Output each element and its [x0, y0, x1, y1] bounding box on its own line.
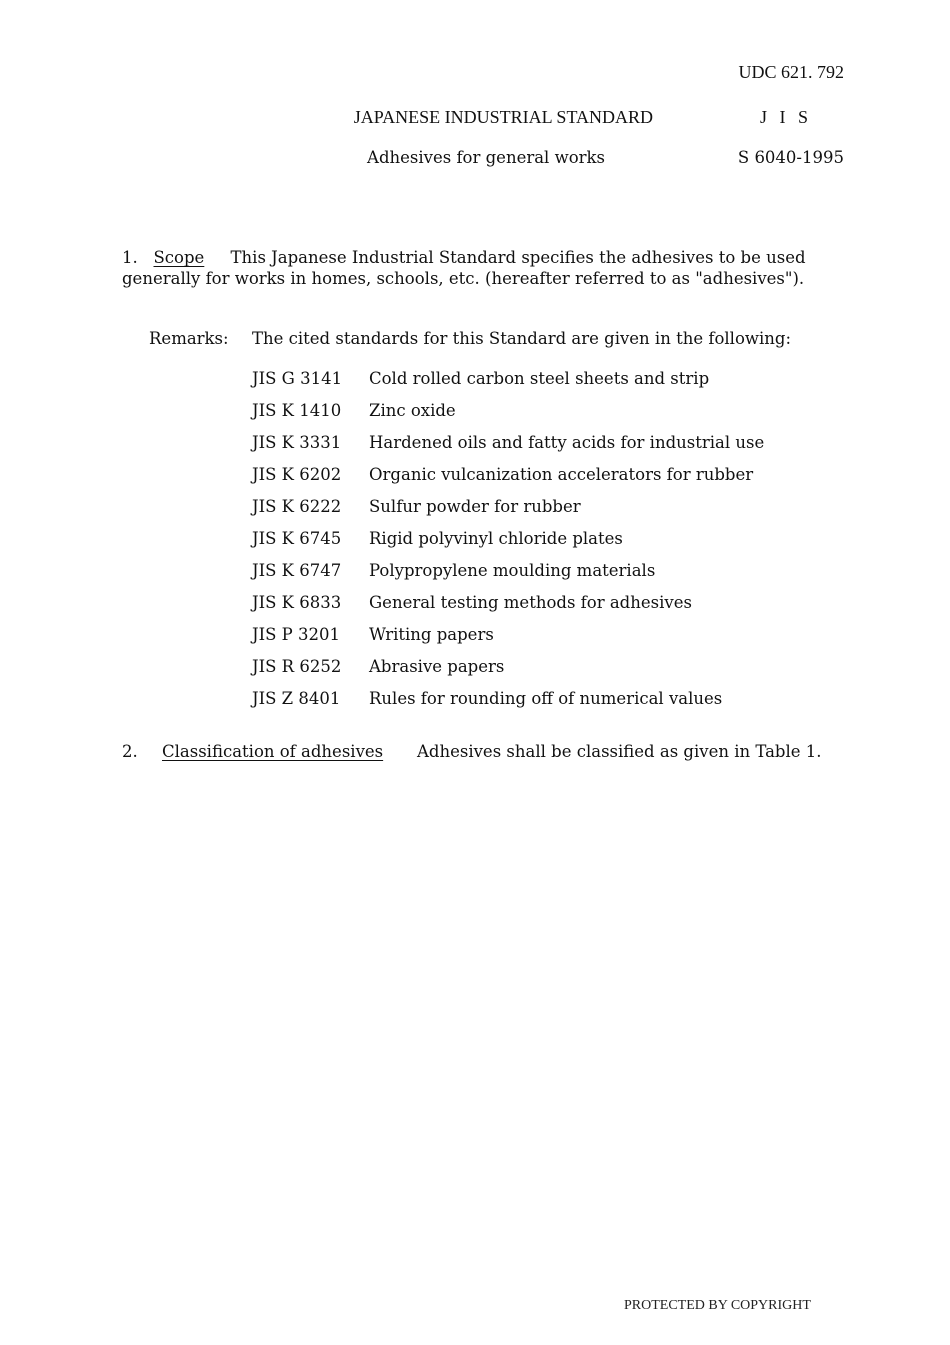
list-item [252, 369, 764, 401]
list-item [252, 593, 764, 625]
scope-heading: Scope [153, 248, 205, 267]
section2-heading: Classification of adhesives [162, 742, 384, 761]
standard-code: JIS P 3201 [252, 625, 341, 644]
document-subtitle: Adhesives for general works [367, 148, 605, 167]
standard-title: Writing papers [369, 625, 494, 644]
standard-code: JIS K 3331 [252, 433, 342, 452]
jis-mark: J I S [759, 107, 812, 127]
copyright-notice: PROTECTED BY COPYRIGHT [624, 1298, 811, 1313]
standard-code: JIS R 6252 [252, 657, 342, 676]
list-item [252, 625, 764, 657]
remarks-text: The cited standards for this Standard are given in the following: [252, 329, 792, 348]
standard-code: JIS K 6222 [252, 497, 342, 516]
list-item [252, 689, 764, 721]
list-item [252, 561, 764, 593]
scope-number: 1. [122, 248, 138, 267]
scope-text: This Japanese Industrial Standard specifies the adhesives to be used generally for works in homes, schools, etc. (hereafter referred to as "adhesives"). [122, 248, 806, 288]
section2-number: 2. [122, 742, 138, 761]
list-item [252, 433, 764, 465]
standard-title: General testing methods for adhesives [369, 593, 692, 612]
standard-code: JIS K 6747 [252, 561, 342, 580]
list-item [252, 657, 764, 689]
standard-title: Zinc oxide [369, 401, 456, 420]
standard-code: JIS K 1410 [252, 401, 342, 420]
list-item [252, 529, 764, 561]
standard-title: Cold rolled carbon steel sheets and strip [369, 369, 710, 388]
standard-code: JIS G 3141 [252, 369, 343, 388]
cited-standards-list [252, 369, 764, 721]
standard-number: S 6040-1995 [737, 148, 844, 167]
list-item [252, 401, 764, 433]
standard-code: JIS K 6833 [252, 593, 342, 612]
remarks-label: Remarks: [149, 329, 229, 348]
list-item [252, 497, 764, 529]
standard-title: Rules for rounding off of numerical values [369, 689, 723, 708]
standard-code: JIS K 6745 [252, 529, 342, 548]
standard-title: Abrasive papers [369, 657, 505, 676]
standard-code: JIS Z 8401 [252, 689, 341, 708]
udc-number: UDC 621. 792 [738, 62, 844, 82]
list-item [252, 465, 764, 497]
standard-code: JIS K 6202 [252, 465, 342, 484]
scope-section [122, 247, 812, 289]
standard-title: Organic vulcanization accelerators for rubber [369, 465, 754, 484]
document-title: JAPANESE INDUSTRIAL STANDARD [353, 107, 653, 127]
standard-title: Rigid polyvinyl chloride plates [369, 529, 623, 548]
section2-text: Adhesives shall be classified as given in Table 1. [417, 742, 822, 761]
standard-title: Hardened oils and fatty acids for industrial use [369, 433, 765, 452]
standard-title: Polypropylene moulding materials [369, 561, 656, 580]
standard-title: Sulfur powder for rubber [369, 497, 581, 516]
